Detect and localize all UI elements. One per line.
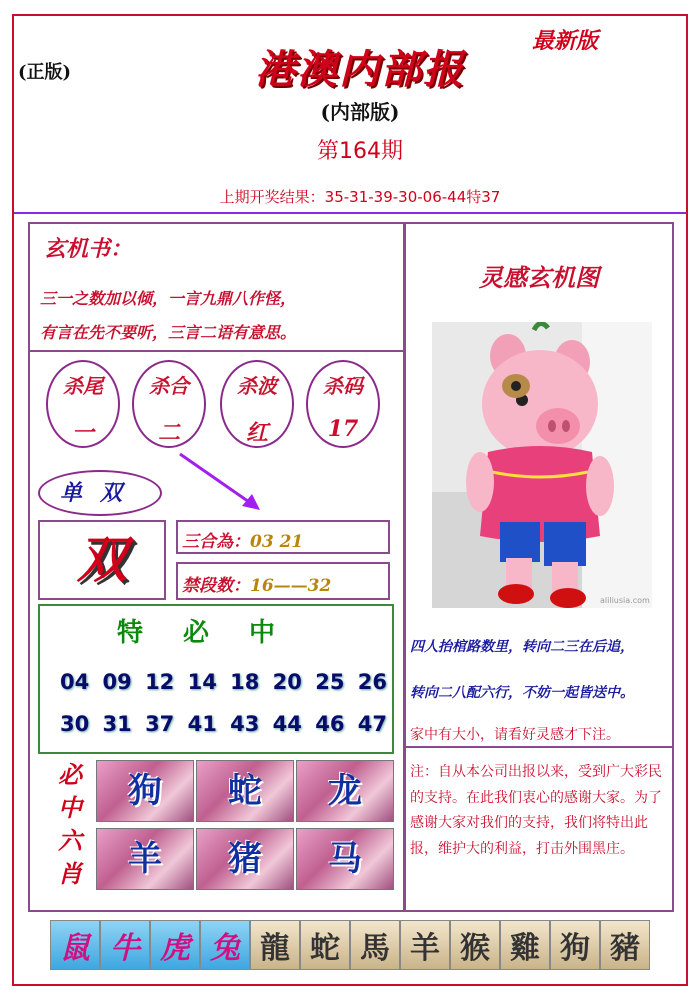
zodiac-tile-pig: 猪 [196, 828, 294, 890]
zodiac-horse: 馬 [350, 920, 400, 970]
xuanji-divider [30, 350, 403, 352]
subtitle: (内部版) [320, 100, 400, 124]
zodiac-ox: 牛 [100, 920, 150, 970]
zhengban-badge: (正版) [18, 62, 72, 83]
oval-shama-value: 17 [327, 416, 359, 442]
jiazhong-note: 家中有大小，请看好灵感才下注。 [410, 727, 620, 743]
zodiac-tile-snake: 蛇 [196, 760, 294, 822]
oval-shama-label: 杀码 [323, 374, 363, 398]
duanshu-value: 16——32 [250, 576, 332, 596]
zodiac-dog: 狗 [550, 920, 600, 970]
newest-badge: 最新版 [532, 28, 599, 54]
sanhe-text [182, 527, 303, 552]
danshuang-oval: 单双 [38, 470, 162, 516]
oval-shawei-value: 一 [71, 420, 94, 446]
zodiac-tile-dragon: 龙 [296, 760, 394, 822]
header-divider [14, 212, 686, 214]
tebi-title: 特必中 [116, 618, 315, 648]
zodiac-tile-dog: 狗 [96, 760, 194, 822]
poem-line-1: 四人抬棺路数里，转向二三在后追， [410, 639, 634, 655]
bizhong-char-3: 六 [58, 826, 82, 855]
arrow-icon [176, 450, 266, 514]
oval-shabo-value: 红 [245, 420, 268, 446]
notice-text: 注：自从本公司出报以来，受到广大彩民的支持。在此我们衷心的感谢大家。为了感谢大家对我们的支持，我们将特出此报，维护大的利益，打击外围黑庄。 [410, 764, 662, 857]
duanshu-label: 禁段数： [182, 576, 250, 596]
tebi-row-2: 30 31 37 41 43 44 46 47 [60, 712, 387, 736]
oval-shawei-label: 杀尾 [63, 374, 103, 398]
zodiac-monkey: 猴 [450, 920, 500, 970]
pig-toy-illustration [432, 322, 652, 608]
lingan-title: 灵感玄机图 [479, 263, 599, 292]
shuang-char: 双 [77, 530, 127, 589]
poem-line-2: 转向二八配六行，不妨一起皆送中。 [410, 685, 634, 701]
xuanji-line-1: 三一之数加以倾，一言九鼎八作怪， [40, 289, 297, 308]
xuanji-line-2: 有言在先不要听，三言二语有意思。 [40, 323, 297, 342]
zodiac-pig: 豬 [600, 920, 650, 970]
zodiac-rabbit: 兔 [200, 920, 250, 970]
last-result: 上期开奖结果：35-31-39-30-06-44特37 [219, 188, 501, 206]
bizhong-char-4: 肖 [58, 859, 82, 888]
bizhong-char-2: 中 [58, 793, 82, 822]
zodiac-snake: 蛇 [300, 920, 350, 970]
photo-caption: aliliusia.com [600, 596, 650, 605]
oval-shahe-label: 杀合 [149, 374, 189, 398]
issue-number: 第164期 [317, 139, 403, 164]
xuanji-title: 玄机书： [44, 236, 133, 262]
zodiac-dragon: 龍 [250, 920, 300, 970]
notice-divider [406, 746, 672, 748]
bizhong-label [48, 758, 92, 890]
sanhe-value: 03 21 [250, 532, 304, 552]
zodiac-rat: 鼠 [50, 920, 100, 970]
page-title: 港澳内部报 [255, 46, 465, 93]
pig-toy-photo [432, 322, 652, 608]
zodiac-goat: 羊 [400, 920, 450, 970]
bizhong-char-1: 必 [58, 760, 82, 789]
oval-shahe-value: 二 [157, 420, 180, 446]
oval-shabo-label: 杀波 [237, 374, 277, 398]
zodiac-tiger: 虎 [150, 920, 200, 970]
zodiac-tile-horse: 马 [296, 828, 394, 890]
duanshu-text [182, 571, 331, 596]
tebi-row-1: 04 09 12 14 18 20 25 26 [60, 670, 387, 694]
zodiac-tile-goat: 羊 [96, 828, 194, 890]
sanhe-label: 三合為： [182, 532, 250, 552]
zodiac-row [50, 920, 650, 970]
zodiac-rooster: 雞 [500, 920, 550, 970]
